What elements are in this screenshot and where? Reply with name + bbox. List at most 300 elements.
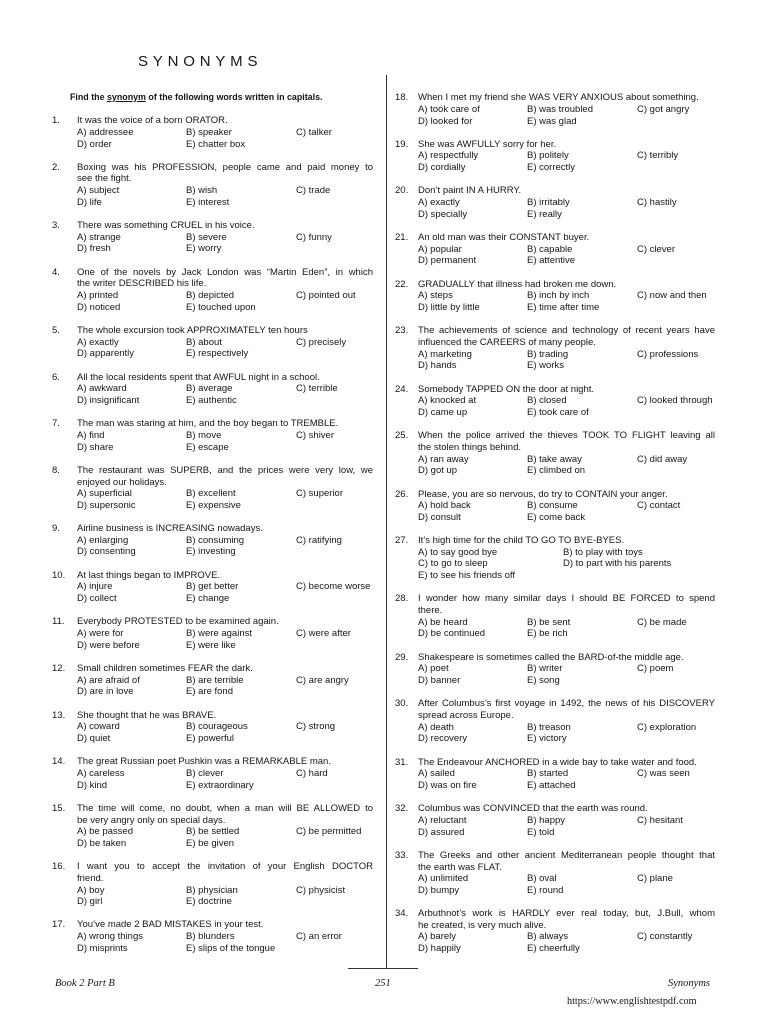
question-text: Boxing was his PROFESSION, people came and paid money to [77, 161, 373, 173]
option-row [77, 593, 373, 605]
question-number: 3. [52, 220, 60, 232]
question-item [52, 220, 373, 255]
question-text: You’ve made 2 BAD MISTAKES in your test. [77, 919, 264, 931]
question-text: enjoyed our holidays. [77, 476, 167, 488]
answer-option: C) physicist [296, 884, 346, 896]
question-item [52, 663, 373, 698]
answer-option: C) now and then [637, 290, 707, 302]
option-row [418, 617, 715, 629]
question-text: The Endeavour ANCHORED in a wide bay to take water and food. [418, 756, 697, 768]
answer-option: B) to play with toys [563, 546, 643, 558]
answer-option: E) told [527, 826, 555, 838]
question-text: the writer DESCRIBED his life. [77, 278, 207, 290]
answer-option: D) was on fire [418, 779, 477, 791]
answer-option: B) physician [186, 884, 238, 896]
option-row [418, 244, 715, 256]
question-item [395, 803, 715, 838]
instructions-keyword: synonym [106, 91, 146, 102]
answer-option: C) become worse [296, 581, 371, 593]
option-row [418, 628, 715, 640]
answer-option: B) closed [527, 395, 567, 407]
option-row [77, 628, 373, 640]
option-row [77, 348, 373, 360]
answer-option: B) take away [527, 453, 582, 465]
option-row [77, 535, 373, 547]
question-item [52, 115, 373, 150]
question-number: 22. [395, 278, 409, 290]
answer-option: D) share [77, 441, 114, 453]
answer-option: E) come back [527, 511, 586, 523]
answer-option: C) hard [296, 767, 328, 779]
option-row [418, 827, 715, 839]
option-row [77, 721, 373, 733]
option-row [77, 302, 373, 314]
question-item [52, 523, 373, 558]
question-text: The time will come, no doubt, when a man will BE ALLOWED to [77, 802, 373, 814]
answer-option: C) did away [637, 453, 688, 465]
answer-option: E) worry [186, 243, 222, 255]
option-row [77, 896, 373, 908]
option-row [77, 395, 373, 407]
answer-option: C) an error [296, 931, 342, 943]
answer-option: B) writer [527, 663, 563, 675]
option-row [418, 395, 715, 407]
answer-option: A) printed [77, 290, 119, 302]
answer-option: E) correctly [527, 162, 576, 174]
question-text: Please, you are so nervous, do try to CONTAIN your anger. [418, 488, 668, 500]
question-item [52, 418, 373, 453]
answer-option: D) fresh [77, 243, 111, 255]
question-number: 18. [395, 92, 409, 104]
question-item [395, 232, 715, 267]
option-row [77, 442, 373, 454]
answer-option: A) addressee [77, 126, 134, 138]
question-item [52, 570, 373, 605]
answer-option: A) barely [418, 931, 457, 943]
question-text: The whole excursion took APPROXIMATELY ten hours [77, 325, 308, 336]
answer-option: B) oval [527, 873, 557, 885]
answer-option: C) clever [637, 243, 676, 255]
question-body [418, 652, 715, 687]
question-number: 2. [52, 161, 60, 173]
question-number: 32. [395, 803, 409, 815]
question-number: 14. [52, 756, 66, 768]
answer-option: A) injure [77, 581, 113, 593]
question-text: When the police arrived the thieves TOOK TO FLIGHT leaving all [418, 430, 715, 442]
option-row [418, 197, 715, 209]
answer-option: C) professions [637, 348, 699, 360]
question-number: 28. [395, 593, 409, 605]
question-body [418, 325, 715, 372]
answer-option: C) are angry [296, 674, 349, 686]
answer-option: A) exactly [77, 336, 119, 348]
question-number: 8. [52, 464, 60, 476]
question-item [52, 465, 373, 512]
question-item [395, 185, 715, 220]
option-row [418, 675, 715, 687]
answer-option: D) consenting [77, 546, 136, 558]
option-row [77, 197, 373, 209]
question-text: see the fight. [77, 173, 132, 185]
question-item [52, 325, 373, 360]
answer-option: D) collect [77, 593, 117, 605]
option-row [418, 547, 715, 559]
question-number: 13. [52, 709, 66, 721]
answer-option: B) inch by inch [527, 290, 590, 302]
option-row [77, 581, 373, 593]
answer-option: D) are in love [77, 686, 134, 698]
answer-option: E) expensive [186, 499, 241, 511]
answer-option: E) victory [527, 733, 567, 745]
question-body [77, 919, 373, 954]
question-text: An old man was their CONSTANT buyer. [418, 232, 590, 244]
answer-option: B) speaker [186, 126, 232, 138]
option-row [77, 768, 373, 780]
answer-option: A) marketing [418, 348, 472, 360]
answer-option: D) cordially [418, 162, 466, 174]
option-row [418, 500, 715, 512]
answer-option: A) hold back [418, 500, 471, 512]
question-text: She thought that he was BRAVE. [77, 709, 217, 721]
option-row [77, 686, 373, 698]
answer-option: C) looked through [637, 395, 713, 407]
answer-option: B) get better [186, 581, 239, 593]
answer-option: A) awkward [77, 383, 127, 395]
questions-column-left [52, 115, 373, 966]
question-item [395, 535, 715, 582]
answer-option: C) talker [296, 126, 332, 138]
question-body [418, 489, 715, 524]
option-row [77, 185, 373, 197]
answer-option: D) got up [418, 465, 458, 477]
answer-option: C) terrible [296, 383, 338, 395]
question-text: be very angry only on special days. [77, 814, 226, 826]
source-url: https://www.englishtestpdf.com [567, 996, 697, 1007]
question-number: 34. [395, 908, 409, 920]
question-number: 1. [52, 115, 60, 127]
answer-option: C) superior [296, 488, 343, 500]
answer-option: D) consult [418, 511, 461, 523]
answer-option: A) popular [418, 243, 462, 255]
question-body [77, 756, 373, 791]
option-row [418, 116, 715, 128]
question-number: 11. [52, 616, 65, 628]
answer-option: E) song [527, 675, 560, 686]
questions-column-right [395, 92, 715, 966]
question-item [395, 384, 715, 419]
option-row [77, 139, 373, 151]
answer-option: C) was seen [637, 768, 690, 780]
question-number: 30. [395, 698, 409, 710]
question-body [418, 908, 715, 955]
answer-option: D) kind [77, 779, 108, 791]
option-row [418, 454, 715, 466]
question-text: At last things began to IMPROVE. [77, 569, 221, 581]
question-text: I want you to accept the invitation of your English DOCTOR [77, 861, 373, 873]
question-item [395, 489, 715, 524]
answer-option: A) ran away [418, 453, 469, 465]
answer-option: C) shiver [296, 429, 335, 441]
answer-option: B) about [186, 336, 222, 348]
answer-option: B) always [527, 931, 569, 943]
question-text: One of the novels by Jack London was “Martin Eden”, in which [77, 266, 373, 278]
answer-option: E) are fond [186, 686, 233, 698]
question-item [395, 698, 715, 745]
option-row [418, 150, 715, 162]
question-body [77, 162, 373, 209]
answer-option: E) was glad [527, 115, 577, 127]
answer-option: A) death [418, 721, 454, 733]
answer-option: A) poet [418, 663, 449, 675]
answer-option: D) supersonic [77, 499, 136, 511]
answer-option: E) powerful [186, 732, 235, 744]
answer-option: B) wish [186, 185, 218, 197]
answer-option: D) recovery [418, 733, 468, 745]
answer-option: B) be sent [527, 616, 571, 628]
answer-option: C) be permitted [296, 826, 362, 838]
answer-option: A) strange [77, 231, 121, 243]
question-body [77, 267, 373, 314]
question-number: 24. [395, 383, 409, 395]
answer-option: E) attentive [527, 255, 576, 267]
question-text: Small children sometimes FEAR the dark. [77, 663, 253, 675]
question-body [418, 850, 715, 897]
option-row [418, 558, 715, 570]
option-row [418, 407, 715, 419]
answer-option: C) hesitant [637, 814, 683, 826]
option-row [418, 780, 715, 792]
question-text: There was something CRUEL in his voice. [77, 220, 255, 232]
answer-option: C) hastily [637, 197, 677, 209]
answer-option: D) be taken [77, 837, 127, 849]
answer-option: C) trade [296, 185, 331, 197]
question-item [52, 710, 373, 745]
option-row [77, 290, 373, 302]
question-body [418, 384, 715, 419]
answer-option: A) coward [77, 721, 120, 733]
page-number: 251 [375, 978, 391, 989]
answer-option: A) are afraid of [77, 674, 140, 686]
answer-option: C) precisely [296, 336, 347, 348]
answer-option: B) severe [186, 231, 227, 243]
option-row [77, 931, 373, 943]
answer-option: D) order [77, 138, 112, 150]
question-item [52, 162, 373, 209]
question-number: 21. [395, 232, 409, 244]
question-body [77, 570, 373, 605]
answer-option: D) misprints [77, 942, 128, 954]
answer-option: A) knocked at [418, 395, 477, 407]
answer-option: C) plane [637, 873, 673, 885]
option-row [77, 430, 373, 442]
answer-option: C) poem [637, 663, 674, 675]
footer-book-label: Book 2 Part B [55, 978, 115, 989]
question-text: When I met my friend she WAS VERY ANXIOUS about something. [418, 92, 699, 104]
answer-option: E) be given [186, 837, 235, 849]
answer-option: B) courageous [186, 721, 248, 733]
question-text: Somebody TAPPED ON the door at night. [418, 383, 595, 395]
question-text: All the local residents spent that AWFUL night in a school. [77, 371, 320, 383]
answer-option: D) specially [418, 208, 468, 220]
option-row [418, 931, 715, 943]
answer-option: B) treason [527, 721, 571, 733]
answer-option: A) were for [77, 628, 124, 640]
question-item [52, 803, 373, 850]
answer-option: E) time after time [527, 302, 600, 313]
answer-option: B) happy [527, 814, 566, 826]
question-text: spread across Europe. [418, 709, 514, 721]
answer-option: E) climbed on [527, 465, 586, 477]
question-number: 31. [395, 756, 409, 768]
question-number: 7. [52, 418, 60, 430]
answer-option: E) took care of [527, 406, 589, 418]
answer-option: B) trading [527, 348, 569, 360]
answer-option: D) hands [418, 360, 457, 372]
answer-option: B) move [186, 429, 222, 441]
option-row [418, 209, 715, 221]
question-item [395, 92, 715, 127]
question-item [395, 850, 715, 897]
answer-option: D) assured [418, 826, 465, 838]
answer-option: A) superficial [77, 488, 132, 500]
question-text: there. [418, 605, 443, 617]
option-row [418, 302, 715, 314]
answer-option: B) irritably [527, 197, 570, 209]
question-text: The great Russian poet Pushkin was a REMARKABLE man. [77, 756, 331, 768]
answer-option: A) unlimited [418, 873, 469, 885]
answer-option: B) were against [186, 628, 253, 640]
question-body [418, 803, 715, 838]
answer-option: A) find [77, 429, 105, 441]
answer-option: A) boy [77, 884, 105, 896]
question-body [418, 139, 715, 174]
answer-option: C) exploration [637, 721, 697, 733]
answer-option: C) contact [637, 500, 681, 512]
question-item [395, 279, 715, 314]
footer-rule [348, 968, 418, 969]
question-item [395, 593, 715, 640]
answer-option: D) bumpy [418, 884, 460, 896]
question-text: After Columbus’s first voyage in 1492, the news of his DISCOVERY [418, 698, 715, 710]
answer-option: D) to part with his parents [563, 558, 672, 570]
question-body [77, 663, 373, 698]
question-text: Everybody PROTESTED to be examined again. [77, 616, 279, 628]
instructions [70, 92, 322, 103]
question-body [418, 232, 715, 267]
answer-option: C) to go to sleep [418, 558, 488, 570]
question-number: 9. [52, 523, 60, 535]
answer-option: E) attached [527, 779, 576, 791]
question-number: 19. [395, 138, 409, 150]
option-row [418, 255, 715, 267]
question-item [52, 372, 373, 407]
question-number: 4. [52, 266, 60, 278]
question-number: 5. [52, 325, 60, 336]
answer-option: D) permanent [418, 255, 477, 267]
question-number: 15. [52, 802, 66, 814]
answer-option: E) works [527, 360, 564, 372]
option-row [418, 360, 715, 372]
question-text: the earth was FLAT. [418, 861, 502, 873]
question-body [77, 523, 373, 558]
answer-option: D) apparently [77, 348, 135, 360]
answer-option: A) steps [418, 290, 453, 302]
question-item [395, 652, 715, 687]
question-body [77, 465, 373, 512]
option-row [77, 838, 373, 850]
question-body [77, 115, 373, 150]
option-row [77, 500, 373, 512]
answer-option: B) politely [527, 150, 569, 162]
question-number: 16. [52, 861, 66, 873]
answer-option: A) exactly [418, 197, 460, 209]
answer-option: A) to say good bye [418, 546, 498, 558]
question-text: It’s high time for the child TO GO TO BYE-BYES. [418, 535, 625, 547]
option-row [77, 546, 373, 558]
option-row [77, 337, 373, 349]
question-item [52, 267, 373, 314]
answer-option: B) started [527, 768, 569, 780]
answer-option: D) little by little [418, 302, 480, 313]
answer-option: E) respectively [186, 348, 249, 360]
question-body [418, 593, 715, 640]
option-row [418, 162, 715, 174]
answer-option: D) quiet [77, 732, 111, 744]
question-item [395, 757, 715, 792]
instructions-text: Find the [70, 91, 107, 102]
answer-option: D) were before [77, 639, 140, 651]
question-item [395, 139, 715, 174]
option-row [77, 780, 373, 792]
answer-option: B) excellent [186, 488, 236, 500]
question-body [77, 325, 373, 360]
option-row [77, 733, 373, 745]
answer-option: B) depicted [186, 290, 235, 302]
option-row [418, 512, 715, 524]
answer-option: A) be passed [77, 826, 133, 838]
question-text: Columbus was CONVINCED that the earth was round. [418, 803, 648, 815]
answer-option: A) enlarging [77, 534, 129, 546]
question-body [77, 616, 373, 651]
question-text: influenced the CAREERS of many people. [418, 336, 596, 348]
answer-option: B) capable [527, 243, 573, 255]
answer-option: D) happily [418, 943, 461, 955]
question-number: 33. [395, 849, 409, 861]
answer-option: C) funny [296, 231, 332, 243]
page-title: SYNONYMS [138, 53, 263, 70]
option-row [77, 488, 373, 500]
answer-option: B) be settled [186, 826, 240, 838]
question-text: The achievements of science and technology of recent years have [418, 325, 715, 337]
answer-option: E) touched upon [186, 301, 256, 313]
question-number: 29. [395, 651, 409, 663]
footer-section-label: Synonyms [668, 978, 710, 989]
answer-option: D) life [77, 196, 102, 208]
answer-option: E) cheerfully [527, 943, 580, 955]
question-body [77, 710, 373, 745]
question-body [418, 279, 715, 314]
question-item [52, 756, 373, 791]
question-text: Don’t paint IN A HURRY. [418, 185, 522, 197]
option-row [418, 815, 715, 827]
question-number: 20. [395, 185, 409, 197]
option-row [77, 826, 373, 838]
answer-option: A) reluctant [418, 814, 467, 826]
option-row [418, 722, 715, 734]
answer-option: C) ratifying [296, 534, 342, 546]
option-row [418, 104, 715, 116]
answer-option: B) was troubled [527, 103, 594, 115]
